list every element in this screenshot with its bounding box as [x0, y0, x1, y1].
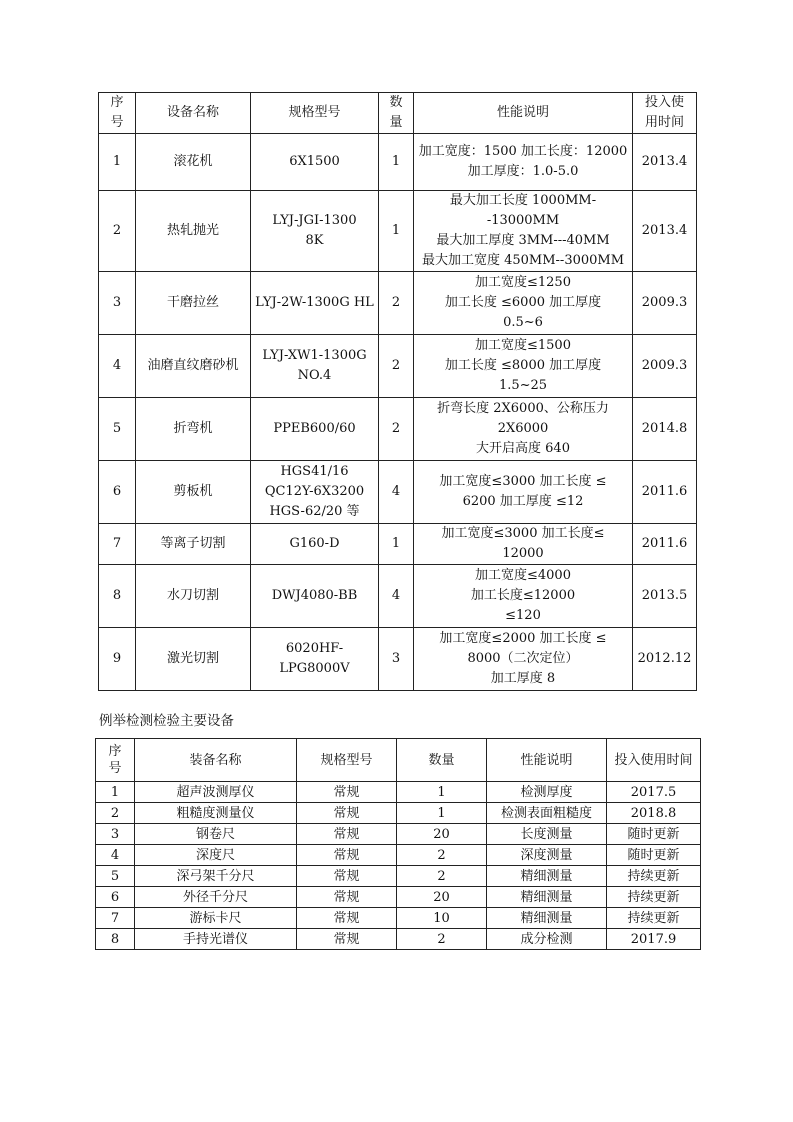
header-cell: 装备名称	[135, 739, 297, 782]
table-cell: 2012.12	[633, 628, 697, 691]
table-cell: 随时更新	[607, 845, 701, 866]
table-cell: 成分检测	[487, 929, 607, 950]
table-cell: 1	[379, 134, 414, 191]
table-cell: 9	[99, 628, 136, 691]
table-cell: 6X1500	[251, 134, 379, 191]
section-note: 例举检测检验主要设备	[99, 713, 234, 729]
table-cell: 精细测量	[487, 866, 607, 887]
equipment-row	[99, 335, 697, 398]
table-cell: 长度测量	[487, 824, 607, 845]
table-cell: 检测厚度	[487, 782, 607, 803]
equipment-row	[99, 272, 697, 335]
table-cell: 水刀切割	[136, 565, 251, 628]
table-cell: 常规	[297, 782, 397, 803]
table-cell: 3	[379, 628, 414, 691]
table-cell: 折弯长度 2X6000、公称压力 2X6000 大开启高度 640	[414, 398, 633, 461]
header-cell: 规格型号	[251, 93, 379, 134]
header-row	[99, 93, 697, 134]
table-cell: 2013.5	[633, 565, 697, 628]
table-cell: 2	[397, 845, 487, 866]
table-cell: 6020HF-LPG8000V	[251, 628, 379, 691]
table-cell: 加工宽度≤3000 加工长度≤ 12000	[414, 524, 633, 565]
table-cell: 常规	[297, 887, 397, 908]
table-cell: 6	[99, 461, 136, 524]
table-cell: 加工宽度：1500 加工长度：12000 加工厚度：1.0-5.0	[414, 134, 633, 191]
table-cell: 随时更新	[607, 824, 701, 845]
table-cell: 3	[96, 824, 135, 845]
table-cell: 超声波测厚仪	[135, 782, 297, 803]
table-cell: 深度尺	[135, 845, 297, 866]
table-cell: 2	[397, 929, 487, 950]
table-cell: HGS41/16 QC12Y-6X3200 HGS-62/20 等	[251, 461, 379, 524]
header-cell: 规格型号	[297, 739, 397, 782]
table-cell: LYJ-2W-1300G HL	[251, 272, 379, 335]
table-cell: PPEB600/60	[251, 398, 379, 461]
table-cell: 2017.9	[607, 929, 701, 950]
inspection-row	[96, 908, 701, 929]
header-cell: 投入使用时间	[607, 739, 701, 782]
equipment-row	[99, 134, 697, 191]
table-cell: 2013.4	[633, 134, 697, 191]
equipment-row	[99, 628, 697, 691]
table-cell: 最大加工长度 1000MM--13000MM 最大加工厚度 3MM---40MM 最大加工宽度 450MM--3000MM	[414, 191, 633, 272]
table-cell: 2011.6	[633, 524, 697, 565]
table-cell: 加工宽度≤4000 加工长度≤12000 ≤120	[414, 565, 633, 628]
table-cell: 20	[397, 824, 487, 845]
table-cell: 1	[379, 191, 414, 272]
table-cell: 1	[379, 524, 414, 565]
table-cell: 4	[379, 461, 414, 524]
header-cell: 性能说明	[487, 739, 607, 782]
inspection-row	[96, 929, 701, 950]
table-cell: 加工宽度≤2000 加工长度 ≤ 8000（二次定位） 加工厚度 8	[414, 628, 633, 691]
table-cell: 常规	[297, 929, 397, 950]
table-cell: 2018.8	[607, 803, 701, 824]
inspection-row	[96, 803, 701, 824]
table-cell: 2	[379, 272, 414, 335]
table-cell: 外径千分尺	[135, 887, 297, 908]
table-cell: 钢卷尺	[135, 824, 297, 845]
table-cell: 6	[96, 887, 135, 908]
header-cell: 数量	[397, 739, 487, 782]
table-cell: LYJ-XW1-1300G NO.4	[251, 335, 379, 398]
table-cell: 精细测量	[487, 887, 607, 908]
table-cell: 激光切割	[136, 628, 251, 691]
inspection-row	[96, 782, 701, 803]
table-cell: 1	[99, 134, 136, 191]
table-cell: 4	[379, 565, 414, 628]
table-cell: 加工宽度≤1500 加工长度 ≤8000 加工厚度 1.5~25	[414, 335, 633, 398]
table-cell: 常规	[297, 845, 397, 866]
table-cell: 加工宽度≤3000 加工长度 ≤ 6200 加工厚度 ≤12	[414, 461, 633, 524]
table-cell: DWJ4080-BB	[251, 565, 379, 628]
table-cell: 检测表面粗糙度	[487, 803, 607, 824]
table-cell: 持续更新	[607, 887, 701, 908]
table-cell: 手持光谱仪	[135, 929, 297, 950]
table-cell: 持续更新	[607, 908, 701, 929]
table-cell: 4	[96, 845, 135, 866]
table-cell: 2014.8	[633, 398, 697, 461]
table-cell: 2	[379, 398, 414, 461]
table-cell: 游标卡尺	[135, 908, 297, 929]
table-cell: 干磨拉丝	[136, 272, 251, 335]
table-cell: 折弯机	[136, 398, 251, 461]
table-cell: 2017.5	[607, 782, 701, 803]
table-cell: 4	[99, 335, 136, 398]
equipment-table	[98, 92, 697, 691]
inspection-row	[96, 887, 701, 908]
table-cell: 深弓架千分尺	[135, 866, 297, 887]
table-cell: 滚花机	[136, 134, 251, 191]
header-cell: 设备名称	[136, 93, 251, 134]
table-cell: G160-D	[251, 524, 379, 565]
table-cell: 3	[99, 272, 136, 335]
inspection-row	[96, 824, 701, 845]
table-cell: 深度测量	[487, 845, 607, 866]
inspection-row	[96, 866, 701, 887]
table-cell: 2	[99, 191, 136, 272]
table-cell: 7	[99, 524, 136, 565]
inspection-equipment-table	[95, 738, 701, 950]
inspection-row	[96, 845, 701, 866]
table-cell: 5	[99, 398, 136, 461]
table-cell: 2	[397, 866, 487, 887]
equipment-row	[99, 398, 697, 461]
equipment-row	[99, 191, 697, 272]
table-cell: 2	[96, 803, 135, 824]
table-cell: 10	[397, 908, 487, 929]
header-cell: 数 量	[379, 93, 414, 134]
equipment-row	[99, 565, 697, 628]
table-cell: 1	[397, 782, 487, 803]
header-cell: 序 号	[96, 739, 135, 782]
equipment-row	[99, 461, 697, 524]
table-cell: 2013.4	[633, 191, 697, 272]
table-cell: 20	[397, 887, 487, 908]
table-cell: 油磨直纹磨砂机	[136, 335, 251, 398]
table-cell: 2	[379, 335, 414, 398]
table-cell: 2011.6	[633, 461, 697, 524]
table-cell: 2009.3	[633, 335, 697, 398]
table-cell: LYJ-JGI-1300 8K	[251, 191, 379, 272]
header-row	[96, 739, 701, 782]
table-cell: 持续更新	[607, 866, 701, 887]
table-cell: 粗糙度测量仪	[135, 803, 297, 824]
table-cell: 剪板机	[136, 461, 251, 524]
table-cell: 1	[397, 803, 487, 824]
table-cell: 加工宽度≤1250 加工长度 ≤6000 加工厚度 0.5~6	[414, 272, 633, 335]
table-cell: 热轧抛光	[136, 191, 251, 272]
table-cell: 2009.3	[633, 272, 697, 335]
table-cell: 常规	[297, 824, 397, 845]
table-cell: 7	[96, 908, 135, 929]
table-cell: 常规	[297, 803, 397, 824]
table-cell: 常规	[297, 866, 397, 887]
table-cell: 8	[99, 565, 136, 628]
table-cell: 1	[96, 782, 135, 803]
table-cell: 5	[96, 866, 135, 887]
table-cell: 8	[96, 929, 135, 950]
table-cell: 常规	[297, 908, 397, 929]
table-cell: 精细测量	[487, 908, 607, 929]
header-cell: 性能说明	[414, 93, 633, 134]
table-cell: 等离子切割	[136, 524, 251, 565]
equipment-row	[99, 524, 697, 565]
header-cell: 投入使 用时间	[633, 93, 697, 134]
header-cell: 序 号	[99, 93, 136, 134]
